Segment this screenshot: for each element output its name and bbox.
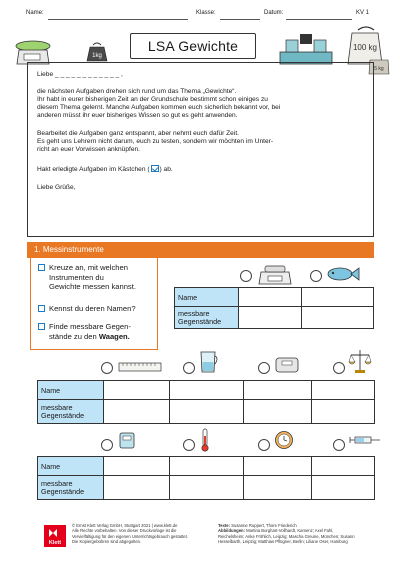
table-cell-input[interactable] <box>104 476 170 500</box>
svg-text:Klett: Klett <box>48 540 62 546</box>
radio-bathroom-scale[interactable] <box>258 362 270 374</box>
thermometer-icon <box>200 428 210 452</box>
letter-greeting: Liebe _ _ _ _ _ _ _ _ _ _ _ _ , <box>37 71 123 78</box>
class-label: Klasse: <box>196 10 216 16</box>
table-cell-input[interactable] <box>170 476 244 500</box>
checkbox-example-icon <box>151 165 159 172</box>
radio-kitchen-scale[interactable] <box>240 270 252 282</box>
kitchen-scale-icon <box>257 264 293 286</box>
letter-line: diesem Thema gelernt. Manche Aufgaben kommen euch sicherlich bekannt vor, bei <box>37 104 281 111</box>
task-checkbox[interactable] <box>38 323 45 330</box>
page-footer <box>0 520 400 560</box>
letter-closing: Liebe Grüße, <box>37 184 76 191</box>
table-label-name: Name <box>175 288 239 307</box>
section-header: 1. Messinstrumente <box>27 242 374 258</box>
intro-letter <box>27 62 374 237</box>
name-line <box>48 19 188 20</box>
table-cell-input[interactable] <box>239 288 302 307</box>
task-checkbox[interactable] <box>38 305 45 312</box>
letter-line: Bearbeitet die Aufgaben ganz entspannt, aber nehmt euch dafür Zeit. <box>37 130 239 137</box>
name-label: Name: <box>26 10 44 16</box>
table-label-objects: messbare Gegenstände <box>175 307 239 329</box>
letter-line: Es geht uns Lehrern nicht darum, euch zu testen, sondern wir möchten im Unter- <box>37 138 274 145</box>
table-cell-input[interactable] <box>244 400 312 424</box>
syringe-icon <box>349 434 381 446</box>
table-cell-input[interactable] <box>104 457 170 476</box>
date-line <box>286 19 352 20</box>
clock-icon <box>274 430 294 450</box>
footer-credits: Texte: Susanne Ruppert, Thore Friederich Abbildungen: Martina Burghart-Vollhardt, Kamenz; Axel Fahl, Reichelsheim; Anke Fröhlich, Leipzig; Mascha Greune, München; Susann Hesselbarth, Leipzig; Matthias Pflügner, Berlin; Liliane Oser, Hamburg <box>218 523 355 545</box>
tick-instruction: Hakt erledigte Aufgaben im Kästchen ( ) ab. <box>37 166 173 173</box>
table-cell-input[interactable] <box>312 476 375 500</box>
task-1: Kreuze an, mit welchen Instrumenten du Gewichte messen kannst. <box>38 263 136 292</box>
table-cell-input[interactable] <box>312 457 375 476</box>
class-line <box>220 19 260 20</box>
svg-text:5 kg: 5 kg <box>374 66 384 72</box>
ruler-icon <box>118 362 162 372</box>
table-cell-input[interactable] <box>302 307 374 329</box>
footer-copyright: © Ernst Klett Verlag GmbH, Stuttgart 2021 | www.klett.de Alle Rechte vorbehalten. Von dieser Druckvorlage ist die Vervielfältigung für den eigenen Unterrichtsgebrauch gestattet. Die Kopiergebühren sind abgegolten. <box>72 523 188 545</box>
table-waagen-2 <box>37 380 375 424</box>
table-cell-input[interactable] <box>244 457 312 476</box>
letter-line: anderen müsst ihr euer bisheriges Wissen so gut es geht anwenden. <box>37 112 238 119</box>
task-box <box>30 258 158 350</box>
letter-line: richt an euer Vorwissen anknüpfen. <box>37 146 140 153</box>
letter-line: Ihr habt in eurer bisherigen Zeit an der Grundschule bestimmt schon einiges zu <box>37 96 268 103</box>
table-cell-input[interactable] <box>170 381 244 400</box>
radio-person-scale[interactable] <box>101 439 113 451</box>
table-cell-input[interactable] <box>104 381 170 400</box>
table-waagen-3 <box>37 456 375 500</box>
klett-logo-icon <box>44 525 66 547</box>
measuring-jug-icon <box>198 350 220 374</box>
task-3: Finde messbare Gegen- stände zu den Waagen. <box>38 322 131 341</box>
table-cell-input[interactable] <box>170 457 244 476</box>
person-scale-icon <box>118 430 136 450</box>
table-cell-input[interactable] <box>244 476 312 500</box>
table-cell-input[interactable] <box>104 400 170 424</box>
radio-syringe[interactable] <box>333 439 345 451</box>
page-title: LSA Gewichte <box>130 33 256 59</box>
fish-scale-icon <box>326 266 360 282</box>
table-cell-input[interactable] <box>170 400 244 424</box>
table-cell-input[interactable] <box>244 381 312 400</box>
svg-text:100 kg: 100 kg <box>352 43 378 52</box>
table-label-objects: messbare Gegenstände <box>38 400 104 424</box>
balance-scale-icon <box>276 32 336 66</box>
table-label-name: Name <box>38 381 104 400</box>
radio-fish-scale[interactable] <box>310 270 322 282</box>
table-cell-input[interactable] <box>312 381 375 400</box>
balance-scale-icon <box>348 348 372 374</box>
task-2: Kennst du deren Namen? <box>38 304 136 314</box>
table-waagen-1 <box>174 287 374 329</box>
letter-line: die nächsten Aufgaben drehen sich rund um das Thema „Gewichte“. <box>37 88 237 95</box>
radio-clock[interactable] <box>258 439 270 451</box>
table-cell-input[interactable] <box>302 288 374 307</box>
table-cell-input[interactable] <box>239 307 302 329</box>
worksheet-code: KV 1 <box>356 10 370 16</box>
svg-text:1kg: 1kg <box>92 53 102 59</box>
task-checkbox[interactable] <box>38 264 45 271</box>
radio-measuring-jug[interactable] <box>183 362 195 374</box>
table-cell-input[interactable] <box>312 400 375 424</box>
table-label-objects: messbare Gegenstände <box>38 476 104 500</box>
worksheet-header <box>26 10 374 22</box>
radio-thermometer[interactable] <box>183 439 195 451</box>
date-label: Datum: <box>264 10 284 16</box>
weight-icon <box>86 40 108 62</box>
radio-ruler[interactable] <box>101 362 113 374</box>
table-label-name: Name <box>38 457 104 476</box>
bathroom-scale-icon <box>274 352 300 374</box>
radio-balance-scale[interactable] <box>333 362 345 374</box>
